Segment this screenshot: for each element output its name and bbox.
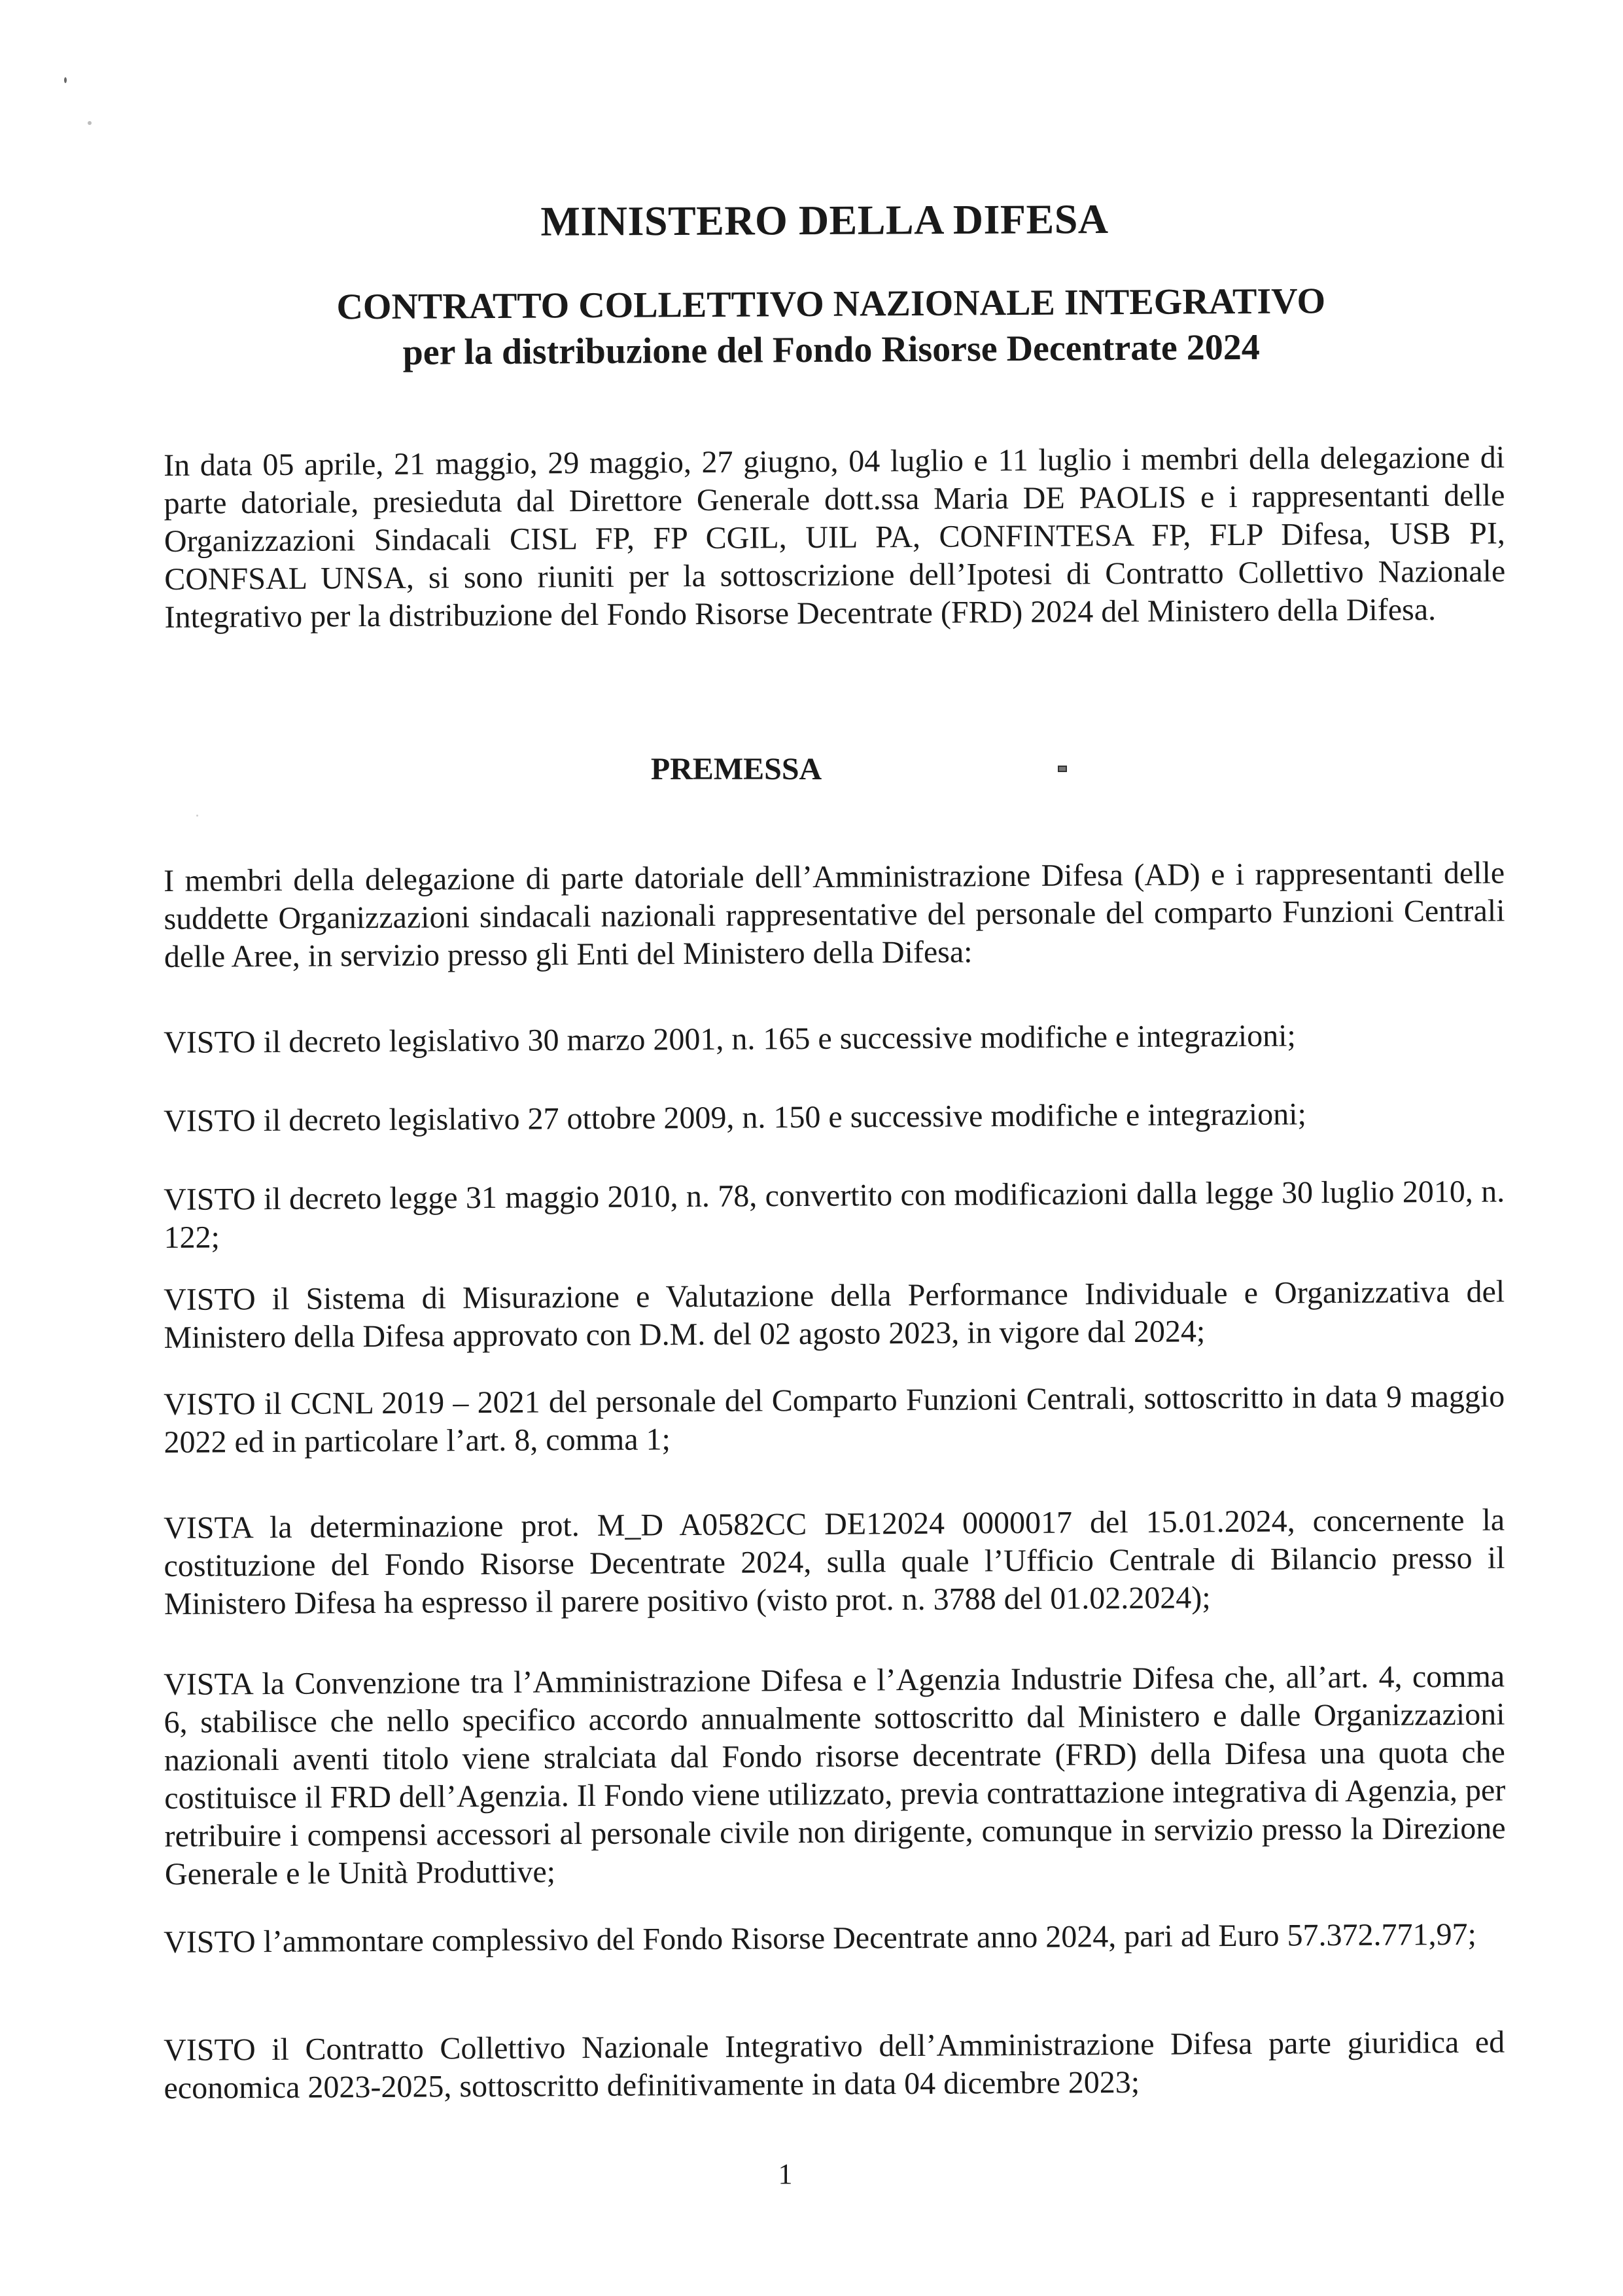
subtitle-line-1: CONTRATTO COLLETTIVO NAZIONALE INTEGRATIVO	[336, 281, 1326, 328]
document-title: MINISTERO DELLA DIFESA	[540, 196, 1109, 245]
document-subtitle	[0, 276, 1623, 378]
vista-clause: VISTA la determinazione prot. M_D A0582CC DE12024 0000017 del 15.01.2024, concernente la costituzione del Fondo Risorse Decentrate 2024, sulla quale l’Ufficio Centrale di Bilancio presso il Ministero Difesa ha espresso il parere positivo (visto prot. n. 3788 del 01.02.2024);	[164, 1502, 1505, 1621]
vista-clause: VISTA la Convenzione tra l’Amministrazione Difesa e l’Agenzia Industrie Difesa che, all’art. 4, comma 6, stabilisce che nello specifico accordo annualmente sottoscritto dal Ministero e dalle Organizzazioni nazionali aventi titolo viene stralciata dal Fondo risorse decentrate (FRD) della Difesa una quota che costituisce il FRD dell’Agenzia. Il Fondo viene utilizzato, previa contrattazione integrativa di Agenzia, per retribuire i compensi accessori al personale civile non dirigente, comunque in servizio presso la Direzione Generale e le Unità Produttive;	[164, 1659, 1506, 1892]
visto-clause: VISTO il decreto legge 31 maggio 2010, n. 78, convertito con modificazioni dalla legge 30 luglio 2010, n. 122;	[164, 1174, 1505, 1255]
visto-clause: VISTO il decreto legislativo 30 marzo 2001, n. 165 e successive modifiche e integrazioni;	[164, 1018, 1296, 1060]
visto-clause: VISTO il Sistema di Misurazione e Valutazione della Performance Individuale e Organizzativa del Ministero della Difesa approvato con D.M. del 02 agosto 2023, in vigore dal 2024;	[164, 1274, 1505, 1355]
section-heading-premessa: PREMESSA	[650, 752, 822, 786]
scan-artifact	[64, 77, 67, 83]
page-number: 1	[778, 2158, 793, 2190]
visto-clause: VISTO il Contratto Collettivo Nazionale Integrativo dell’Amministrazione Difesa parte giuridica ed economica 2023-2025, sottoscritto definitivamente in data 04 dicembre 2023;	[164, 2024, 1505, 2106]
intro-paragraph: In data 05 aprile, 21 maggio, 29 maggio, 27 giugno, 04 luglio e 11 luglio i membri della delegazione di parte datoriale, presieduta dal Direttore Generale dott.ssa Maria DE PAOLIS e i rappresentanti delle Organizzazioni Sindacali CISL FP, FP CGIL, UIL PA, CONFINTESA FP, FLP Difesa, USB PI, CONFSAL UNSA, si sono riuniti per la sottoscrizione dell’Ipotesi di Contratto Collettivo Nazionale Integrativo per la distribuzione del Fondo Risorse Decentrate (FRD) 2024 del Ministero della Difesa.	[164, 440, 1506, 635]
scan-mark	[1058, 766, 1067, 772]
visto-clause: VISTO il CCNL 2019 – 2021 del personale del Comparto Funzioni Centrali, sottoscritto in data 9 maggio 2022 ed in particolare l’art. 8, comma 1;	[164, 1379, 1505, 1460]
visto-clause: VISTO il decreto legislativo 27 ottobre 2009, n. 150 e successive modifiche e integrazioni;	[164, 1097, 1306, 1139]
subtitle-line-2: per la distribuzione del Fondo Risorse Decentrate 2024	[402, 327, 1260, 373]
scan-artifact	[88, 121, 92, 125]
scan-artifact	[196, 815, 198, 817]
premessa-paragraph: I membri della delegazione di parte datoriale dell’Amministrazione Difesa (AD) e i rappresentanti delle suddette Organizzazioni sindacali nazionali rappresentative del personale del comparto Funzioni Centrali delle Aree, in servizio presso gli Enti del Ministero della Difesa:	[164, 855, 1505, 974]
visto-clause: VISTO l’ammontare complessivo del Fondo Risorse Decentrate anno 2024, pari ad Euro 57.372.771,97;	[164, 1916, 1477, 1960]
